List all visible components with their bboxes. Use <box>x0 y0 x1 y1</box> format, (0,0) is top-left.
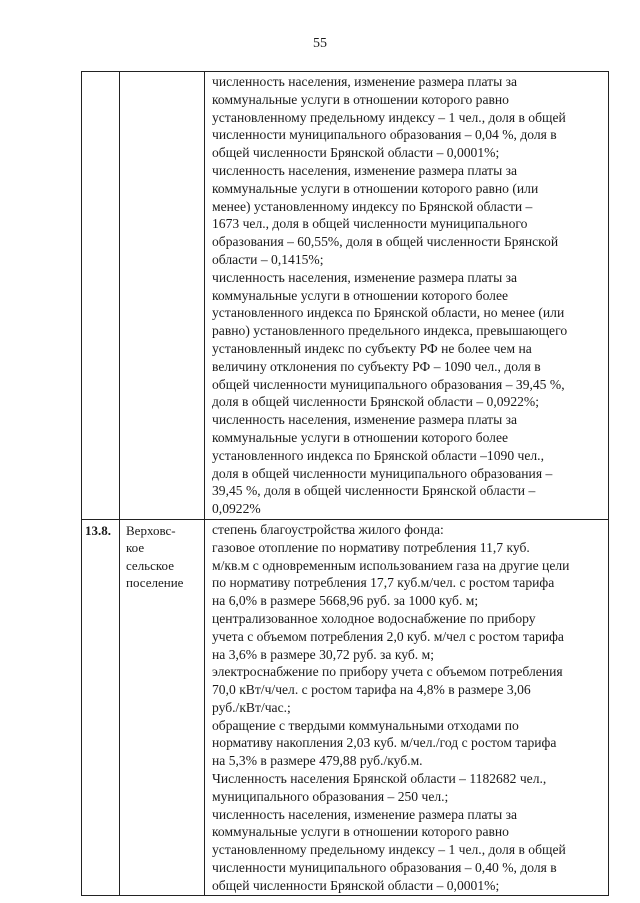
text-line: коммунальные услуги в отношении которого равно (или <box>212 180 539 196</box>
table-row-13-8 <box>82 519 609 895</box>
document-table <box>81 71 609 896</box>
table-row-continuation <box>82 72 609 520</box>
text-line: 0,0922% <box>212 501 261 517</box>
text-line: электроснабжение по прибору учета с объемом потребления <box>212 664 563 680</box>
text-line: численность населения, изменение размера платы за <box>212 412 518 428</box>
settlement-name-cell <box>120 72 205 520</box>
settlement-name-line: Верховс- <box>126 522 176 538</box>
text-line: 1673 чел., доля в общей численности муниципального <box>212 216 528 232</box>
text-line: степень благоустройства жилого фонда: <box>212 521 444 537</box>
text-line: образования – 60,55%, доля в общей численности Брянской <box>212 234 559 250</box>
text-line: 39,45 %, доля в общей численности Брянской области – <box>212 483 536 499</box>
row-number-cell <box>82 72 120 520</box>
text-line: общей численности муниципального образования – 39,45 %, <box>212 376 565 392</box>
text-line: установленного индекса по Брянской области, но менее (или <box>212 305 565 321</box>
text-line: численность населения, изменение размера платы за <box>212 162 518 178</box>
text-line: установленный индекс по субъекту РФ не более чем на <box>212 340 532 356</box>
text-line: установленному предельному индексу – 1 чел., доля в общей <box>212 109 566 125</box>
text-line: численность населения, изменение размера платы за <box>212 269 518 285</box>
text-line: обращение с твердыми коммунальными отходами по <box>212 717 519 733</box>
text-line: Численность населения Брянской области – 1182682 чел., <box>212 771 547 787</box>
text-line: величину отклонения по субъекту РФ – 1090 чел., доля в <box>212 358 541 374</box>
settlement-name-line: сельское <box>126 557 174 573</box>
text-line: численность населения, изменение размера платы за <box>212 806 518 822</box>
settlement-name-line: кое <box>126 540 145 556</box>
text-line: нормативу накопления 2,03 куб. м/чел./год с ростом тарифа <box>212 735 557 751</box>
text-line: коммунальные услуги в отношении которого равно <box>212 91 509 107</box>
row-number-cell: 13.8. <box>82 519 120 895</box>
text-line: общей численности Брянской области – 0,0001%; <box>212 877 500 893</box>
text-line: установленного индекса по Брянской области –1090 чел., <box>212 447 544 463</box>
text-line: численности муниципального образования – 0,40 %, доля в <box>212 860 557 876</box>
text-line: равно) установленного предельного индекса, превышающего <box>212 323 568 339</box>
settlement-name-cell <box>120 519 205 895</box>
text-line: учета с объемом потребления 2,0 куб. м/чел с ростом тарифа <box>212 628 564 644</box>
text-line: руб./кВт/час.; <box>212 699 291 715</box>
text-line: установленному предельному индексу – 1 чел., доля в общей <box>212 842 566 858</box>
text-line: м/кв.м с одновременным использованием газа на другие цели <box>212 557 570 573</box>
text-line: области – 0,1415%; <box>212 251 324 267</box>
text-line: централизованное холодное водоснабжение по прибору <box>212 610 536 626</box>
text-line: коммунальные услуги в отношении которого равно <box>212 824 509 840</box>
text-line: коммунальные услуги в отношении которого более <box>212 287 509 303</box>
description-cell <box>205 519 609 895</box>
text-line: коммунальные услуги в отношении которого более <box>212 429 509 445</box>
text-line: на 6,0% в размере 5668,96 руб. за 1000 куб. м; <box>212 593 479 609</box>
text-line: по нормативу потребления 17,7 куб.м/чел. с ростом тарифа <box>212 575 555 591</box>
text-line: газовое отопление по нормативу потребления 11,7 куб. <box>212 539 530 555</box>
text-line: доля в общей численности муниципального образования – <box>212 465 553 481</box>
text-line: муниципального образования – 250 чел.; <box>212 788 449 804</box>
text-line: менее) установленному индексу по Брянской области – <box>212 198 533 214</box>
settlement-name-line: поселение <box>126 575 184 591</box>
text-line: доля в общей численности Брянской области – 0,0922%; <box>212 394 540 410</box>
text-line: общей численности Брянской области – 0,0001%; <box>212 145 500 161</box>
text-line: на 3,6% в размере 30,72 руб. за куб. м; <box>212 646 434 662</box>
text-line: численности муниципального образования – 0,04 %, доля в <box>212 127 557 143</box>
description-cell <box>205 72 609 520</box>
text-line: численность населения, изменение размера платы за <box>212 74 518 89</box>
text-line: на 5,3% в размере 479,88 руб./куб.м. <box>212 753 423 769</box>
text-line: 70,0 кВт/ч/чел. с ростом тарифа на 4,8% в размере 3,06 <box>212 682 531 698</box>
page-number: 55 <box>313 36 327 51</box>
